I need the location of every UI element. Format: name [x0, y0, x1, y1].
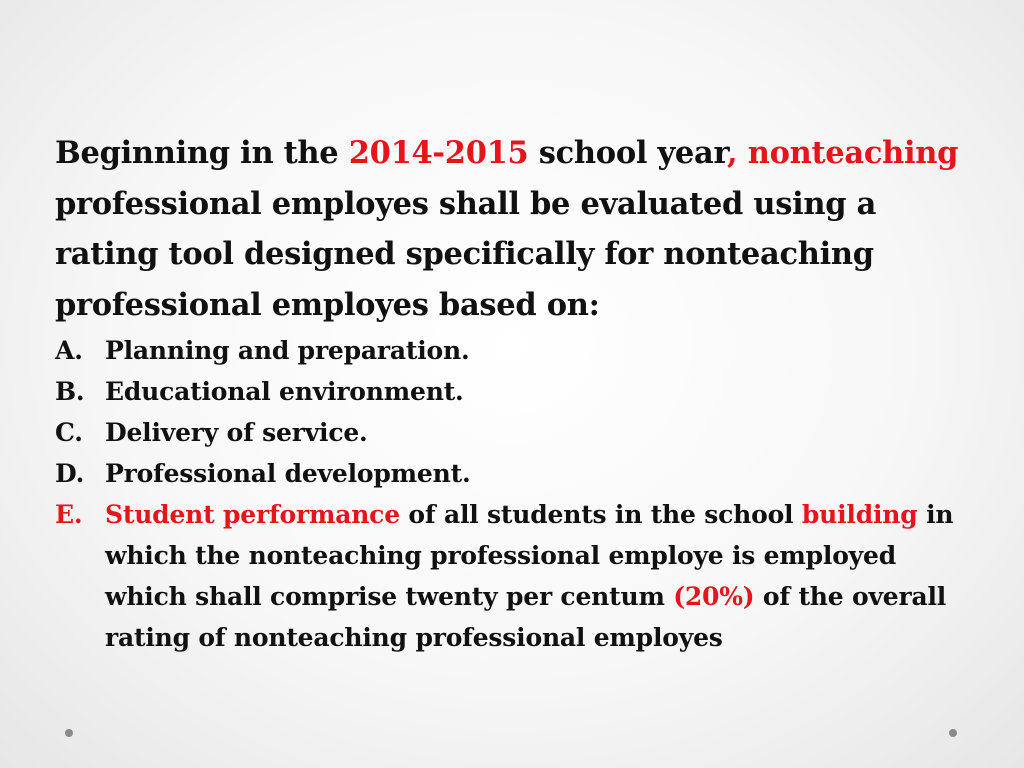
corner-dot-left	[65, 729, 73, 737]
slide-content	[55, 128, 985, 658]
intro-text: professional employes shall be evaluated using a rating tool designed specifically for nonteaching professional employes based on:	[55, 185, 877, 323]
list-item	[55, 412, 985, 453]
list-marker: B.	[55, 377, 85, 406]
list-item	[55, 330, 985, 371]
list-marker: A.	[55, 336, 83, 365]
criteria-list	[55, 330, 985, 658]
intro-text: school year	[528, 135, 728, 171]
list-item-text: in which the nonteaching professional employe is employed which shall comprise twenty per centum	[105, 500, 954, 611]
list-item-text: of all students in the school	[399, 500, 802, 529]
building-highlight: building	[801, 500, 918, 529]
list-item	[55, 453, 985, 494]
list-item-text: Planning and preparation.	[105, 336, 470, 365]
list-marker: E.	[55, 500, 83, 529]
list-item-highlighted	[55, 494, 985, 658]
percent-highlight: (20%)	[673, 582, 755, 611]
intro-paragraph	[55, 128, 985, 330]
list-item-text: Professional development.	[105, 459, 471, 488]
list-item	[55, 371, 985, 412]
list-item-text: Educational environment.	[105, 377, 464, 406]
intro-text: Beginning in the	[55, 135, 349, 171]
student-performance-highlight: Student performance	[105, 500, 400, 529]
list-marker: D.	[55, 459, 85, 488]
intro-text	[737, 135, 747, 171]
list-item-text: of the overall rating of nonteaching professional employes	[105, 582, 947, 652]
list-marker: C.	[55, 418, 83, 447]
list-item-text: Delivery of service.	[105, 418, 368, 447]
corner-dot-right	[949, 729, 957, 737]
nonteaching-highlight: nonteaching	[747, 135, 959, 171]
comma-highlight: ,	[727, 135, 738, 171]
school-year-highlight: 2014-2015	[348, 135, 529, 171]
